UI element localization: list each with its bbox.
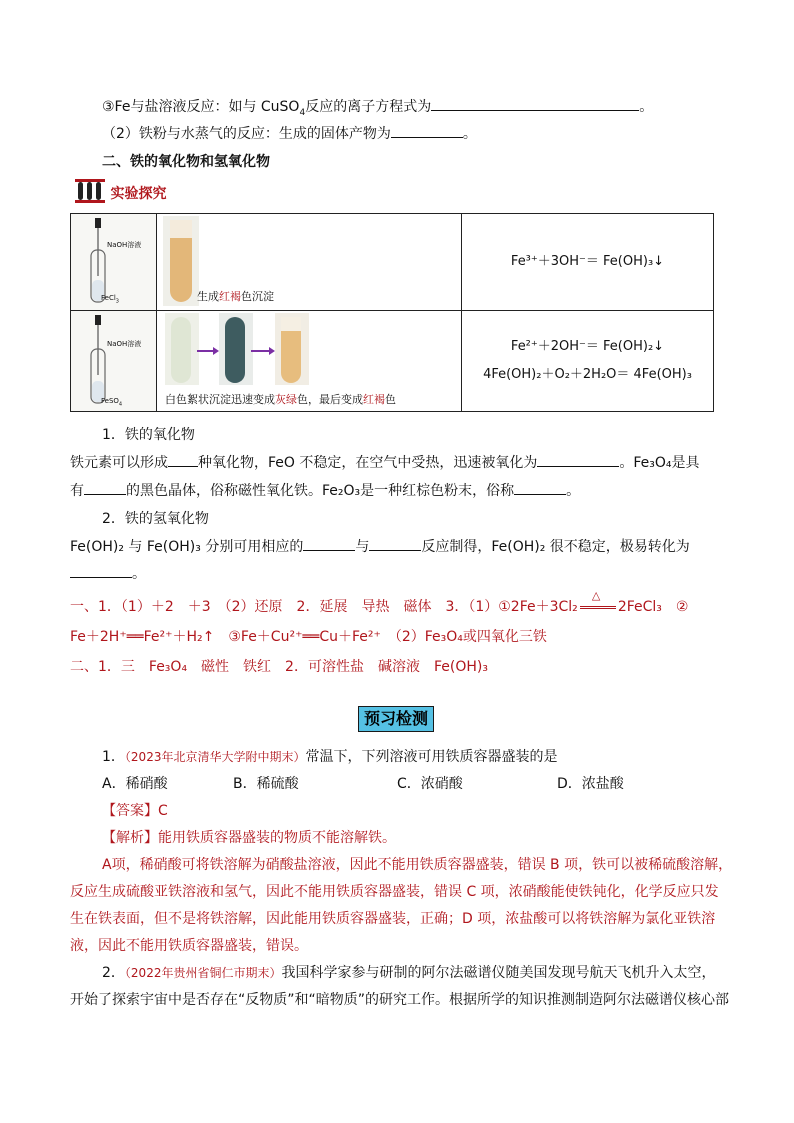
experiment-label: 实验探究 — [74, 177, 166, 209]
answer-key-line: Fe＋2H⁺══Fe²⁺＋H₂↑ ③Fe＋Cu²⁺══Cu＋Fe²⁺ （2）Fe₃O₄或四氧化三铁 — [70, 629, 547, 645]
question-2-continued: 开始了探索宇宙中是否存在“反物质”和“暗物质”的研究工作。根据所学的知识推测制造阿尔法磁谱仪核心部 — [70, 992, 730, 1008]
hydroxides-heading: 2．铁的氢氧化物 — [102, 511, 209, 527]
analysis-text: A项，稀硝酸可将铁溶解为硝酸盐溶液，因此不能用铁质容器盛装，错误 B 项，铁可以被稀硫酸溶解， — [102, 857, 733, 873]
answer-key-line: 一、1．（1）＋2 ＋3 （2）还原 2．延展 导热 磁体 3．（1）①2Fe＋3Cl₂ △ 2FeCl₃ ② — [70, 589, 689, 615]
analysis-text: 生在铁表面，但不是将铁溶解，因此能用铁质容器盛装，正确；D 项，浓盐酸可以将铁溶解为氯化亚铁溶 — [70, 911, 716, 927]
section-title: 二、铁的氧化物和氢氧化物 — [102, 154, 270, 170]
heating-arrow: △ — [578, 599, 618, 615]
option-c[interactable]: C．浓硝酸 — [397, 776, 463, 792]
question-2: 2．（2022年贵州省铜仁市期末）我国科学家参与研制的阿尔法磁谱仪随美国发现号航天飞机升入太空， — [102, 965, 716, 981]
option-b[interactable]: B．稀硫酸 — [233, 776, 299, 792]
oxides-heading: 1．铁的氧化物 — [102, 427, 195, 443]
answer-blank[interactable] — [431, 96, 639, 111]
question-1: 1．（2023年北京清华大学附中期末）常温下，下列溶液可用铁质容器盛装的是 — [102, 749, 558, 765]
answer-key-line: 二、1．三 Fe₃O₄ 磁性 铁红 2．可溶性盐 碱溶液 Fe(OH)₃ — [70, 659, 488, 675]
tube-setup-cell: NaOH溶液 FeSO$_4$ — [71, 311, 157, 412]
result-image-cell — [157, 214, 462, 311]
reaction-line-3: ③Fe与盐溶液反应：如与 CuSO$_4$反应的离子方程式为 。 — [102, 96, 653, 118]
tube-reagent: FeCl$_3$ — [101, 294, 119, 305]
answer-blank[interactable] — [168, 452, 198, 467]
table-row — [71, 311, 714, 412]
result-caption: 白色絮状沉淀迅速变成灰绿色，最后变成红褐色 — [165, 393, 396, 406]
tube-reagent: FeSO$_4$ — [101, 397, 123, 408]
reaction-line-steam: （2）铁粉与水蒸气的反应：生成的固体产物为 。 — [102, 123, 477, 143]
answer-blank[interactable] — [369, 536, 421, 551]
answer-blank[interactable] — [537, 452, 619, 467]
answer-blank[interactable] — [303, 536, 355, 551]
equation-cell: Fe²⁺＋2OH⁻＝ Fe(OH)₂↓ 4Fe(OH)₂＋O₂＋2H₂O＝ 4Fe(OH)₃ — [462, 311, 714, 412]
answer-blank[interactable] — [70, 563, 132, 578]
analysis-line: 【解析】能用铁质容器盛装的物质不能溶解铁。 — [102, 830, 396, 846]
option-a[interactable]: A．稀硝酸 — [102, 776, 168, 792]
test-tubes-icon — [74, 177, 106, 209]
answer-blank[interactable] — [84, 480, 126, 495]
analysis-text: 液，因此不能用铁质容器盛装，错误。 — [70, 938, 308, 954]
oxides-paragraph: 铁元素可以形成 种氧化物，FeO 不稳定，在空气中受热，迅速被氧化为 。Fe₃O₄是具 — [70, 452, 700, 472]
table-row — [71, 214, 714, 311]
result-image-cell — [157, 311, 462, 412]
hydroxides-paragraph: 。 — [70, 563, 146, 583]
answer-line: 【答案】C — [102, 803, 168, 819]
oxides-paragraph: 有 的黑色晶体，俗称磁性氧化铁。Fe₂O₃是一种红棕色粉末，俗称 。 — [70, 480, 580, 500]
hydroxides-paragraph: Fe(OH)₂ 与 Fe(OH)₃ 分别可用相应的 与 反应制得，Fe(OH)₂ 很不稳定，极易转化为 — [70, 536, 690, 556]
answer-blank[interactable] — [514, 480, 566, 495]
experiment-table — [70, 213, 714, 412]
equation-cell: Fe³⁺＋3OH⁻＝ Fe(OH)₃↓ — [462, 214, 714, 311]
analysis-text: 反应生成硫酸亚铁溶液和氢气，因此不能用铁质容器盛装，错误 C 项，浓硝酸能使铁钝化，化学反应只发 — [70, 884, 719, 900]
dropper-tube-icon — [71, 311, 156, 411]
tube-setup-cell: NaOH溶液 FeCl$_3$ — [71, 214, 157, 311]
result-caption: 生成红褐色沉淀 — [197, 290, 274, 303]
option-d[interactable]: D．浓盐酸 — [557, 776, 624, 792]
preview-check-badge: 预习检测 — [358, 706, 434, 732]
answer-blank[interactable] — [391, 123, 463, 138]
